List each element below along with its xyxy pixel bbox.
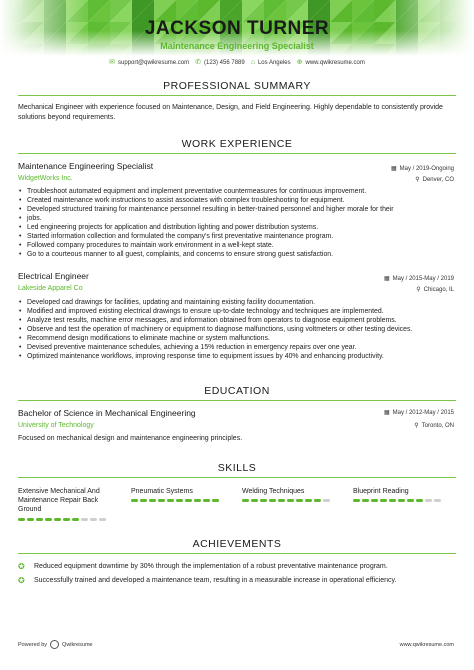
education-location: ⚲ Toronto, ON <box>414 423 454 429</box>
trophy-icon: ✪ <box>18 576 25 585</box>
email-text[interactable]: support@qwikresume.com <box>118 60 190 66</box>
list-item: • Modified and improved existing electrical drawings to ensure up-to-date technology and techniques are implemented. <box>18 307 458 316</box>
list-item: • Go to a courteous manner to all guest, complaints, and concerns to ensure strong guest satisfaction. <box>18 250 458 259</box>
skill-level-segment <box>242 499 249 502</box>
job-2-bullets <box>18 298 458 361</box>
pin-icon: ⚲ <box>415 177 420 183</box>
education-heading: EDUCATION <box>204 385 270 397</box>
education-dates: ▦ May / 2012-May / 2015 <box>383 410 454 416</box>
skill-1-rating <box>18 518 106 521</box>
experience-heading: WORK EXPERIENCE <box>181 138 293 150</box>
summary-text: Mechanical Engineer with experience focused on Maintenance, Design, and Field Engineering. Highly dependable to consistently provide solutions beyond requirements. <box>18 104 443 121</box>
candidate-name: JACKSON TURNER <box>144 18 330 39</box>
skill-level-segment <box>45 518 52 521</box>
skill-level-segment <box>323 499 330 502</box>
skill-level-segment <box>398 499 405 502</box>
skill-level-segment <box>287 499 294 502</box>
brand-name[interactable]: Qwikresume <box>62 641 93 648</box>
skill-level-segment <box>260 499 267 502</box>
skill-level-segment <box>131 499 138 502</box>
skill-level-segment <box>63 518 70 521</box>
school-name: University of Technology <box>18 422 94 429</box>
list-item: • Led engineering projects for application and distribution lighting and power distribution systems. <box>18 223 458 232</box>
skills-heading: SKILLS <box>217 462 257 474</box>
skill-level-segment <box>212 499 219 502</box>
list-item: • Troubleshoot automated equipment and implement preventative countermeasures for continuous improvement. <box>18 187 458 196</box>
skill-level-segment <box>203 499 210 502</box>
education-divider <box>18 400 456 401</box>
trophy-icon: ✪ <box>18 562 25 571</box>
skill-level-segment <box>90 518 97 521</box>
skill-level-segment <box>167 499 174 502</box>
skill-level-segment <box>140 499 147 502</box>
list-item: • Started information collection and formulated the company's first preventative maintenance program. <box>18 232 458 241</box>
skill-level-segment <box>434 499 441 502</box>
calendar-icon: ▦ <box>383 276 390 282</box>
skill-level-segment <box>371 499 378 502</box>
job-1-bullets <box>18 187 458 259</box>
skill-level-segment <box>27 518 34 521</box>
skill-3-name: Welding Techniques <box>242 488 305 495</box>
job-2-company: Lakeside Apparel Co <box>18 285 83 292</box>
phone-icon: ✆ <box>195 59 201 66</box>
list-item: • Followed company procedures to maintain work environment in a well-kept state. <box>18 241 458 250</box>
skill-level-segment <box>314 499 321 502</box>
skill-2-rating <box>131 499 219 502</box>
skill-level-segment <box>72 518 79 521</box>
skill-level-segment <box>353 499 360 502</box>
skill-level-segment <box>269 499 276 502</box>
qwikresume-logo-icon <box>50 640 59 649</box>
skill-3-rating <box>242 499 330 502</box>
skill-level-segment <box>380 499 387 502</box>
pin-icon: ⚲ <box>416 287 421 293</box>
location-text: Los Angeles <box>257 59 291 66</box>
achievements-divider <box>18 553 456 554</box>
job-1-dates: ▦ May / 2019-Ongoing <box>390 166 454 172</box>
contact-bar <box>0 58 474 66</box>
footer-brand <box>18 640 93 649</box>
skills-divider <box>18 477 456 478</box>
job-2-location: ⚲ Chicago, IL <box>416 287 454 293</box>
degree-title: Bachelor of Science in Mechanical Engineering <box>18 408 196 418</box>
list-item: • Created maintenance work instructions to assist associates with complex troubleshooting for equipment. <box>18 196 458 205</box>
list-item: • Devised preventive maintenance schedules, achieving a 15% reduction in emergency repairs over one year. <box>18 343 458 352</box>
experience-divider <box>18 153 456 154</box>
skill-level-segment <box>36 518 43 521</box>
calendar-icon: ▦ <box>383 410 390 416</box>
calendar-icon: ▦ <box>390 166 397 172</box>
job-1-company: WidgetWorks Inc. <box>18 175 73 182</box>
skill-level-segment <box>416 499 423 502</box>
powered-by-label: Powered by <box>18 641 48 648</box>
email-icon: ✉ <box>109 59 115 66</box>
skill-level-segment <box>194 499 201 502</box>
skill-level-segment <box>305 499 312 502</box>
education-description: Focused on mechanical design and maintenance engineering principles. <box>18 435 243 442</box>
job-title: Maintenance Engineering Specialist <box>160 41 314 51</box>
skill-4-rating <box>353 499 441 502</box>
skill-level-segment <box>149 499 156 502</box>
list-item: • Recommend design modifications to eliminate machine or system malfunctions. <box>18 334 458 343</box>
skill-level-segment <box>407 499 414 502</box>
job-2-dates: ▦ May / 2015-May / 2019 <box>383 276 454 282</box>
achievement-item: ✪ Reduced equipment downtime by 30% through the implementation of a robust preventative maintenance program. <box>18 562 388 571</box>
skill-level-segment <box>176 499 183 502</box>
achievements-heading: ACHIEVEMENTS <box>192 538 282 550</box>
list-item: • Optimized maintenance workflows, improving response time to equipment issues by 40% and enhancing productivity. <box>18 352 458 361</box>
skill-level-segment <box>362 499 369 502</box>
website-text[interactable]: www.qwikresume.com <box>305 60 365 66</box>
skill-level-segment <box>278 499 285 502</box>
summary-heading: PROFESSIONAL SUMMARY <box>163 80 311 92</box>
skill-level-segment <box>99 518 106 521</box>
pin-icon: ⚲ <box>414 423 419 429</box>
list-item: • Observe and test the operation of machinery or equipment to diagnose malfunctions, using voltmeters or other testing devices. <box>18 325 458 334</box>
phone-text: (123) 456 7889 <box>204 60 245 66</box>
job-1-role: Maintenance Engineering Specialist <box>18 161 154 171</box>
summary-divider <box>18 95 456 96</box>
achievement-item: ✪ Successfully trained and developed a maintenance team, resulting in a measurable increase in operational efficiency. <box>18 576 397 585</box>
skill-level-segment <box>158 499 165 502</box>
skill-level-segment <box>296 499 303 502</box>
list-item: • Analyze test results, machine error messages, and information obtained from operators to diagnose equipment problems. <box>18 316 458 325</box>
skill-1-name: Extensive Mechanical And Maintenance Repair Back Ground <box>18 488 100 513</box>
skill-2-name: Pneumatic Systems <box>131 488 193 495</box>
skill-level-segment <box>18 518 25 521</box>
job-2-role: Electrical Engineer <box>18 271 89 281</box>
skill-level-segment <box>185 499 192 502</box>
skill-4-name: Blueprint Reading <box>353 488 409 495</box>
location-icon: ⌂ <box>250 58 255 66</box>
header-banner <box>0 0 474 56</box>
skill-level-segment <box>251 499 258 502</box>
list-item-continuation: • jobs. <box>18 214 458 223</box>
skill-level-segment <box>54 518 61 521</box>
skill-level-segment <box>425 499 432 502</box>
website-icon: ⊕ <box>296 59 303 66</box>
job-1-location: ⚲ Denver, CO <box>415 177 454 183</box>
skill-level-segment <box>389 499 396 502</box>
list-item: • Developed structured training for maintenance personnel resulting in better-trained personnel and higher morale for their <box>18 205 458 214</box>
list-item: • Developed cad drawings for facilities, updating and maintaining existing facility documentation. <box>18 298 458 307</box>
footer-website[interactable]: www.qwikresume.com <box>399 642 454 648</box>
skill-level-segment <box>81 518 88 521</box>
